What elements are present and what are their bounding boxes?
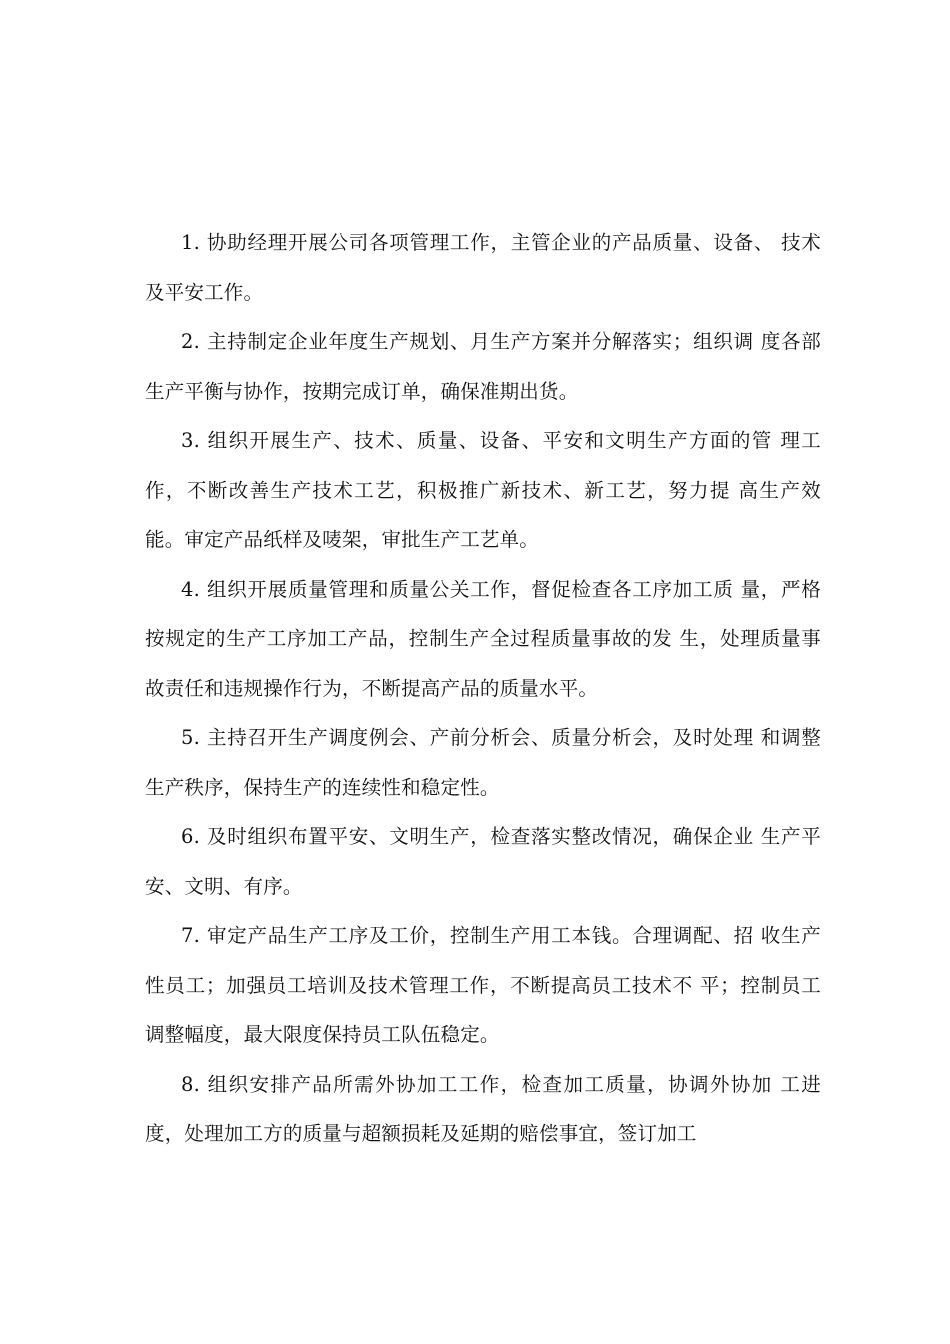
paragraph-2: 2. 主持制定企业年度生产规划、月生产方案并分解落实；组织调 度各部生产平衡与协作，按期完成订单，确保准期出货。 xyxy=(145,330,821,403)
paragraph-8: 8. 组织安排产品所需外协加工工作，检查加工质量，协调外协加 工进度，处理加工方的质量与超额损耗及延期的赔偿事宜，签订加工 xyxy=(145,1072,821,1145)
paragraph-6: 6. 及时组织布置平安、文明生产，检查落实整改情况，确保企业 生产平安、文明、有序。 xyxy=(145,825,821,898)
document-body xyxy=(145,218,821,1159)
paragraph-1: 1. 协助经理开展公司各项管理工作，主管企业的产品质量、设备、 技术及平安工作。 xyxy=(145,231,821,304)
paragraph-3: 3. 组织开展生产、技术、质量、设备、平安和文明生产方面的管 理工作，不断改善生产技术工艺，积极推广新技术、新工艺，努力提 高生产效能。审定产品纸样及唛架，审批生产工艺单。 xyxy=(145,429,821,551)
paragraph-4: 4. 组织开展质量管理和质量公关工作，督促检查各工序加工质 量，严格按规定的生产工序加工产品，控制生产全过程质量事故的发 生，处理质量事故责任和违规操作行为，不断提高产品的质量水平。 xyxy=(145,577,821,700)
paragraph-5: 5. 主持召开生产调度例会、产前分析会、质量分析会，及时处理 和调整生产秩序，保持生产的连续性和稳定性。 xyxy=(145,726,821,799)
paragraph-7: 7. 审定产品生产工序及工价，控制生产用工本钱。合理调配、招 收生产性员工；加强员工培训及技术管理工作，不断提高员工技术不 平；控制员工调整幅度，最大限度保持员工队伍稳定。 xyxy=(145,924,821,1046)
